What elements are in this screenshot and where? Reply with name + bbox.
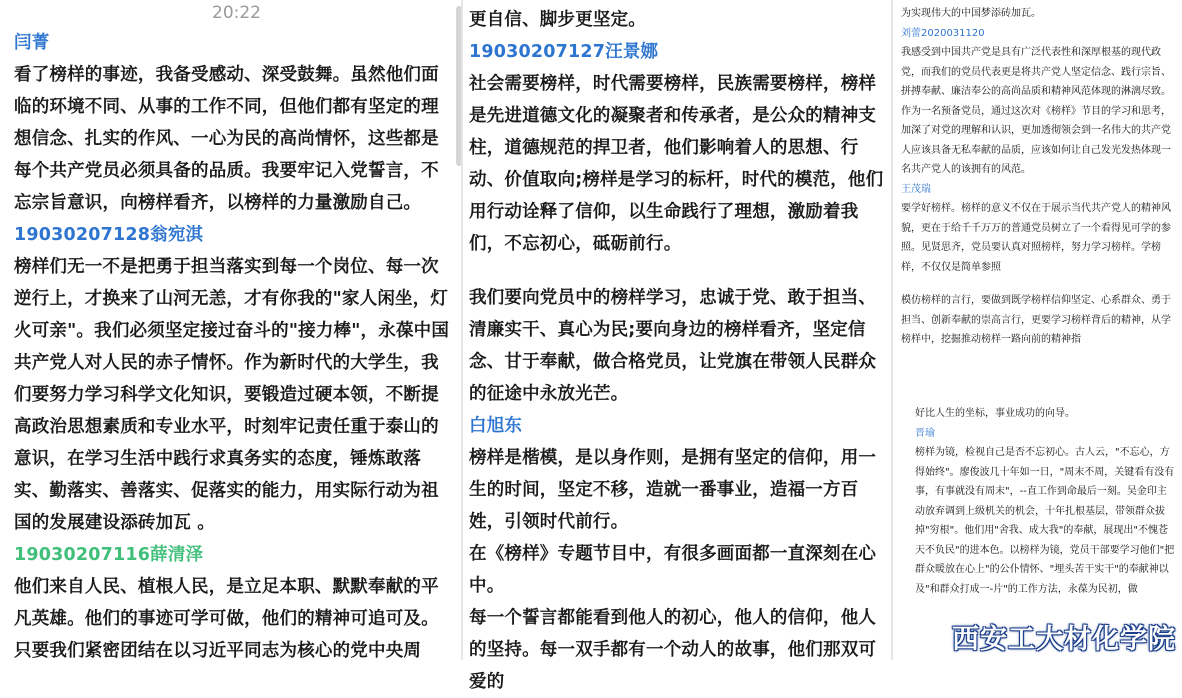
commenter-name: 19030207128翁宛淇 xyxy=(14,225,204,245)
comment-text: 榜样们无一不是把勇于担当落实到每一个岗位、每一次逆行上，才换来了山河无恙，才有你我的"家人闲坐，灯火可亲"。我们必须坚定接过奋斗的"接力棒"，永葆中国共产党人对人民的赤子情怀。作为新时代的大学生，我们要努力学习科学文化知识，要锻造过硬本领，不断提高政治思想素质和专业水平，时刻牢记责任重于泰山的意识，在学习生活中践行求真务实的态度，锤炼敢落实、勤落实、善落实、促落实的能力，用实际行动为祖国的发展建设添砖加瓦 。 xyxy=(14,257,450,533)
screenshot-panel-left xyxy=(0,0,463,660)
comment-text: 我感受到中国共产党是具有广泛代表性和深厚根基的现代政党，而我们的党员代表更是将共产党人坚定信念、践行宗旨、拼搏奉献、廉洁奉公的高尚品质和精神风范体现的淋漓尽致。作为一名预备党员，通过这次对《榜样》节目的学习和思考，加深了对党的理解和认识，更加透彻领会到一名伟大的共产党人应该具备无私奉献的品质，应该如何让自己发光发热体现一名共产党人的该拥有的风范。 xyxy=(901,47,1171,175)
comment-text: 榜样为镜，检视自己是否不忘初心。古人云，"不忘心，方得始终"。廖俊波几十年如一日，"周末不周，关键看有没有事，有事就没有周末"，--直工作到命最后一刻。吴金印主动放弃调到上级机关的机会，十年扎根基层，带领群众拔掉"穷根"。他们用"舍我、成大我"的奉献，展现出"不愧苍天不负民"的进本色。以榜样为镜，党员干部要学习他们"把群众暖放在心上"的公仆情怀、"埋头苦干实干"的奉献神以及"和群众打成一-片"的工作方法，永葆为民初，做 xyxy=(915,447,1175,595)
comment-text: 在《榜样》专题节目中，有很多画面都一直深刻在心中。 xyxy=(469,544,877,596)
comment-text: 好比人生的坐标，事业成功的向导。 xyxy=(915,408,1075,419)
comment-text: 要学好榜样。榜样的意义不仅在于展示当代共产党人的精神风貌，更在于给千千万万的普通党员树立了一个看得见可学的参照。见贤思齐，党员要认真对照榜样，努力学习榜样。学榜样，不仅仅是简单参照 xyxy=(901,203,1171,273)
comment-list-left xyxy=(14,27,452,667)
comment-text: 模仿榜样的言行，要做到既学榜样信仰坚定、心系群众、勇于担当、创新奉献的崇高言行，更要学习榜样背后的精神，从学榜样中，挖掘推动榜样一路向前的精神指 xyxy=(901,295,1171,345)
comment-list-right-top xyxy=(901,4,1173,350)
commenter-name: 晋瑜 xyxy=(915,427,935,439)
comment-text: 他们来自人民、植根人民，是立足本职、默默奉献的平凡英雄。他们的事迹可学可做，他们的精神可追可及。只要我们紧密团结在以习近平同志为核心的党中央周 xyxy=(14,577,439,661)
commenter-name: 闫菁 xyxy=(14,33,50,53)
spacer xyxy=(901,277,1173,291)
commenter-name: 19030207127汪景娜 xyxy=(469,42,659,62)
screenshot-panel-right xyxy=(893,0,1182,660)
comment-list-right-bottom xyxy=(915,404,1175,599)
spacer xyxy=(469,260,887,282)
comment-text: 社会需要榜样，时代需要榜样，民族需要榜样，榜样是先进道德文化的凝聚者和传承者，是公众的精神支柱，道德规范的捍卫者，他们影响着人的思想、行动、价值取向;榜样是学习的标杆，时代的模范，他们用行动诠释了信仰，以生命践行了理想，激励着我们，不忘初心，砥砺前行。 xyxy=(469,74,884,254)
comment-text: 为实现伟大的中国梦添砖加瓦。 xyxy=(901,8,1041,19)
commenter-name: 刘蕾2020031120 xyxy=(901,27,985,39)
watermark: 西安工大材化学院 xyxy=(952,624,1176,655)
comment-text: 榜样是楷模，是以身作则，是拥有坚定的信仰，用一生的时间，坚定不移，造就一番事业，造福一方百姓，引领时代前行。 xyxy=(469,448,877,532)
comment-text: 每一个誓言都能看到他人的初心，他人的信仰，他人的坚持。每一双手都有一个动人的故事，他们那双可爱的 xyxy=(469,608,877,692)
commenter-name: 白旭东 xyxy=(469,416,523,436)
comment-text: 我们要向党员中的榜样学习，忠诚于党、敢于担当、清廉实干、真心为民;要向身边的榜样看齐，坚定信念、甘于奉献，做合格党员，让党旗在带领人民群众的征途中永放光芒。 xyxy=(469,288,877,404)
status-time: 20:22 xyxy=(212,3,261,23)
comment-list-middle xyxy=(469,4,887,698)
screenshot-panel-middle xyxy=(463,0,893,692)
commenter-name: 19030207116薛清泽 xyxy=(14,545,204,565)
comment-text: 更自信、脚步更坚定。 xyxy=(469,10,646,30)
comment-text: 看了榜样的事迹，我备受感动、深受鼓舞。虽然他们面临的环境不同、从事的工作不同，但他们都有坚定的理想信念、扎实的作风、一心为民的高尚情怀，这些都是每个共产党员必须具备的品质。我要牢记入党誓言，不忘宗旨意识，向榜样看齐，以榜样的力量激励自己。 xyxy=(14,65,439,213)
commenter-name: 王茂瑞 xyxy=(901,183,931,195)
